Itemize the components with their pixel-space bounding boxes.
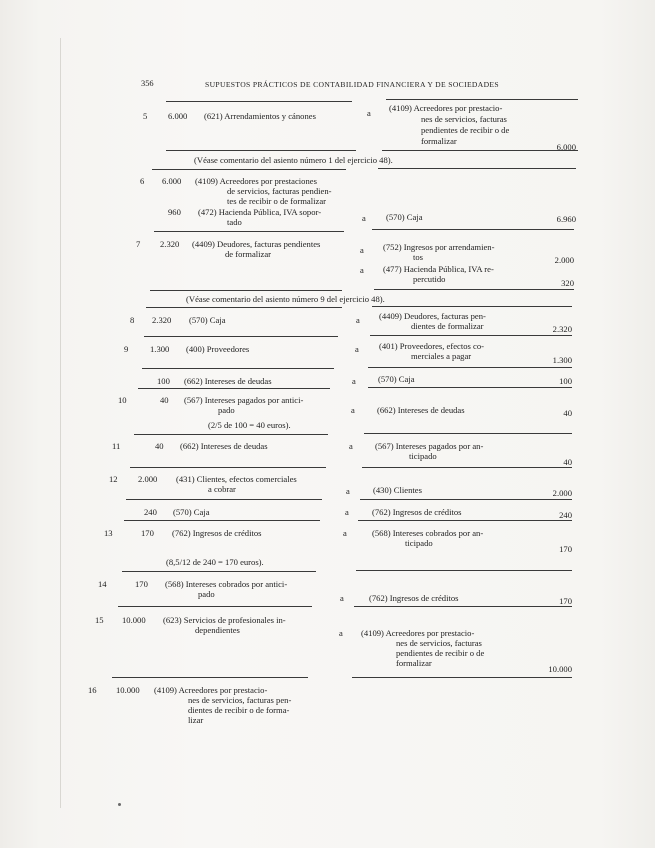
entry-rule [146,307,342,308]
entry-rule [370,335,572,336]
entry-rule [364,433,572,434]
journal-text: dientes de recibir o de forma- [188,705,290,715]
entry-rule [126,499,322,500]
journal-text: (4109) Acreedores por prestaciones [195,176,317,186]
journal-text: a [351,405,355,415]
entry-rule [152,169,346,170]
journal-text: a cobrar [208,484,236,494]
journal-text: merciales a pagar [411,351,472,361]
journal-text: 5 [143,111,148,121]
journal-text: a [360,265,364,275]
entry-rule [360,499,572,500]
entry-rule [144,336,338,337]
entry-rule [142,368,334,369]
entry-rule [372,306,572,307]
journal-text: (4409) Deudores, facturas pen- [379,311,486,321]
journal-text: a [346,486,350,496]
journal-text: 960 [168,207,181,217]
journal-text: (567) Intereses pagados por antici- [184,395,304,405]
journal-text: 170 [135,579,148,589]
entry-rule [368,387,572,388]
journal-text: ticipado [409,451,437,461]
journal-text: 100 [157,376,170,386]
journal-text: 12 [109,474,118,484]
journal-text: (568) Intereses cobrados por an- [372,528,484,538]
amount-text: 320 [561,278,574,288]
journal-text: 6.000 [162,176,182,186]
journal-text: a [349,441,353,451]
journal-text: (430) Clientes [373,485,422,495]
journal-text: nes de servicios, facturas [421,114,507,124]
amount-text: 170 [559,544,572,554]
journal-text: nes de servicios, facturas [396,638,482,648]
journal-text: (401) Proveedores, efectos co- [379,341,484,351]
journal-text: percutido [413,274,446,284]
journal-text: (4409) Deudores, facturas pendientes [192,239,321,249]
entry-rule [354,606,572,607]
journal-text: (662) Intereses de deudas [377,405,465,415]
journal-text: (752) Ingresos por arrendamien- [383,242,495,252]
journal-text: 8 [130,315,135,325]
journal-text: (4109) Acreedores por prestacio- [154,685,268,695]
journal-text: 40 [155,441,164,451]
journal-text: (8,5/12 de 240 = 170 euros). [166,557,264,567]
journal-text: 10.000 [116,685,140,695]
journal-text: 16 [88,685,97,695]
entry-rule [124,520,320,521]
amount-text: 100 [559,376,572,386]
page-number: 356 [141,79,154,88]
journal-text: a [352,376,356,386]
journal-text: a [367,108,371,118]
journal-text: (567) Intereses pagados por an- [375,441,484,451]
journal-text: lizar [188,715,204,725]
entry-rule [358,520,572,521]
journal-text: 40 [160,395,169,405]
amount-text: 2.000 [552,488,572,498]
journal-text: (621) Arrendamientos y cánones [204,111,316,121]
entry-rule [166,101,352,102]
journal-text: (2/5 de 100 = 40 euros). [208,420,291,430]
journal-text: (762) Ingresos de créditos [372,507,462,517]
journal-text: a [360,245,364,255]
journal-text: 6.000 [168,111,188,121]
journal-text: (4109) Acreedores por prestacio- [389,103,503,113]
entry-rule [122,571,316,572]
entry-rule [352,677,572,678]
amount-text: 40 [563,408,572,418]
ink-speck [118,803,121,806]
amount-text: 170 [559,596,572,606]
journal-text: nes de servicios, facturas pen- [188,695,292,705]
journal-text: pendientes de recibir o de [396,648,485,658]
journal-text: 15 [95,615,104,625]
entry-rule [372,229,574,230]
journal-text: 6 [140,176,145,186]
journal-text: (662) Intereses de deudas [180,441,268,451]
journal-text: (570) Caja [386,212,423,222]
journal-text: (Véase comentario del asiento número 9 del ejercicio 48). [186,294,385,304]
amount-text: 2.000 [554,255,574,265]
entry-rule [130,467,326,468]
journal-text: 2.320 [152,315,172,325]
journal-text: a [362,213,366,223]
journal-text: formalizar [396,658,432,668]
journal-text: a [356,315,360,325]
journal-text: (4109) Acreedores por prestacio- [361,628,475,638]
entry-rule [118,606,312,607]
journal-text: (568) Intereses cobrados por antici- [165,579,288,589]
amount-text: 6.960 [556,214,576,224]
journal-text: pado [218,405,235,415]
page-gutter-shadow [60,38,61,808]
journal-text: 14 [98,579,107,589]
journal-text: a [340,593,344,603]
journal-text: 170 [141,528,154,538]
entry-rule [138,388,330,389]
running-title: SUPUESTOS PRÁCTICOS DE CONTABILIDAD FINANCIERA Y DE SOCIEDADES [205,80,499,89]
journal-text: 9 [124,344,129,354]
journal-text: (762) Ingresos de créditos [172,528,262,538]
amount-text: 40 [563,457,572,467]
amount-text: 240 [559,510,572,520]
journal-text: (662) Intereses de deudas [184,376,272,386]
entry-rule [378,168,576,169]
journal-text: (570) Caja [189,315,226,325]
entry-rule [112,677,308,678]
journal-text: 10 [118,395,127,405]
journal-text: (472) Hacienda Pública, IVA sopor- [198,207,322,217]
entry-rule [154,231,344,232]
journal-text: (570) Caja [173,507,210,517]
journal-text: 11 [112,441,121,451]
journal-text: pado [198,589,215,599]
journal-text: de servicios, facturas pendien- [227,186,332,196]
journal-text: (477) Hacienda Pública, IVA re- [383,264,494,274]
journal-text: tes de recibir o de formalizar [227,196,327,206]
entry-rule [368,367,572,368]
journal-text: pendientes de recibir o de [421,125,510,135]
journal-text: 1.300 [150,344,170,354]
journal-text: (570) Caja [378,374,415,384]
journal-text: 13 [104,528,113,538]
journal-text: a [343,528,347,538]
journal-text: (431) Clientes, efectos comerciales [176,474,297,484]
journal-text: (Véase comentario del asiento número 1 del ejercicio 48). [194,155,393,165]
journal-text: (623) Servicios de profesionales in- [163,615,286,625]
journal-text: tado [227,217,242,227]
entry-rule [166,150,356,151]
journal-text: 2.000 [138,474,158,484]
amount-text: 10.000 [548,664,572,674]
journal-text: 7 [136,239,141,249]
entry-rule [134,434,328,435]
journal-text: dientes de formalizar [411,321,484,331]
journal-text: tos [413,252,424,262]
entry-rule [374,289,574,290]
journal-text: ticipado [405,538,433,548]
amount-text: 1.300 [552,355,572,365]
journal-text: a [355,344,359,354]
amount-text: 6.000 [556,142,576,152]
journal-text: 10.000 [122,615,146,625]
journal-text: 2.320 [160,239,180,249]
journal-text: formalizar [421,136,457,146]
journal-text: 240 [144,507,157,517]
journal-text: (762) Ingresos de créditos [369,593,459,603]
amount-text: 2.320 [552,324,572,334]
entry-rule [150,290,342,291]
journal-text: a [345,507,349,517]
journal-text: (400) Proveedores [186,344,250,354]
entry-rule [362,467,572,468]
entry-rule [356,570,572,571]
journal-text: dependientes [195,625,240,635]
journal-text: de formalizar [225,249,272,259]
entry-rule [386,99,578,100]
journal-text: a [339,628,343,638]
